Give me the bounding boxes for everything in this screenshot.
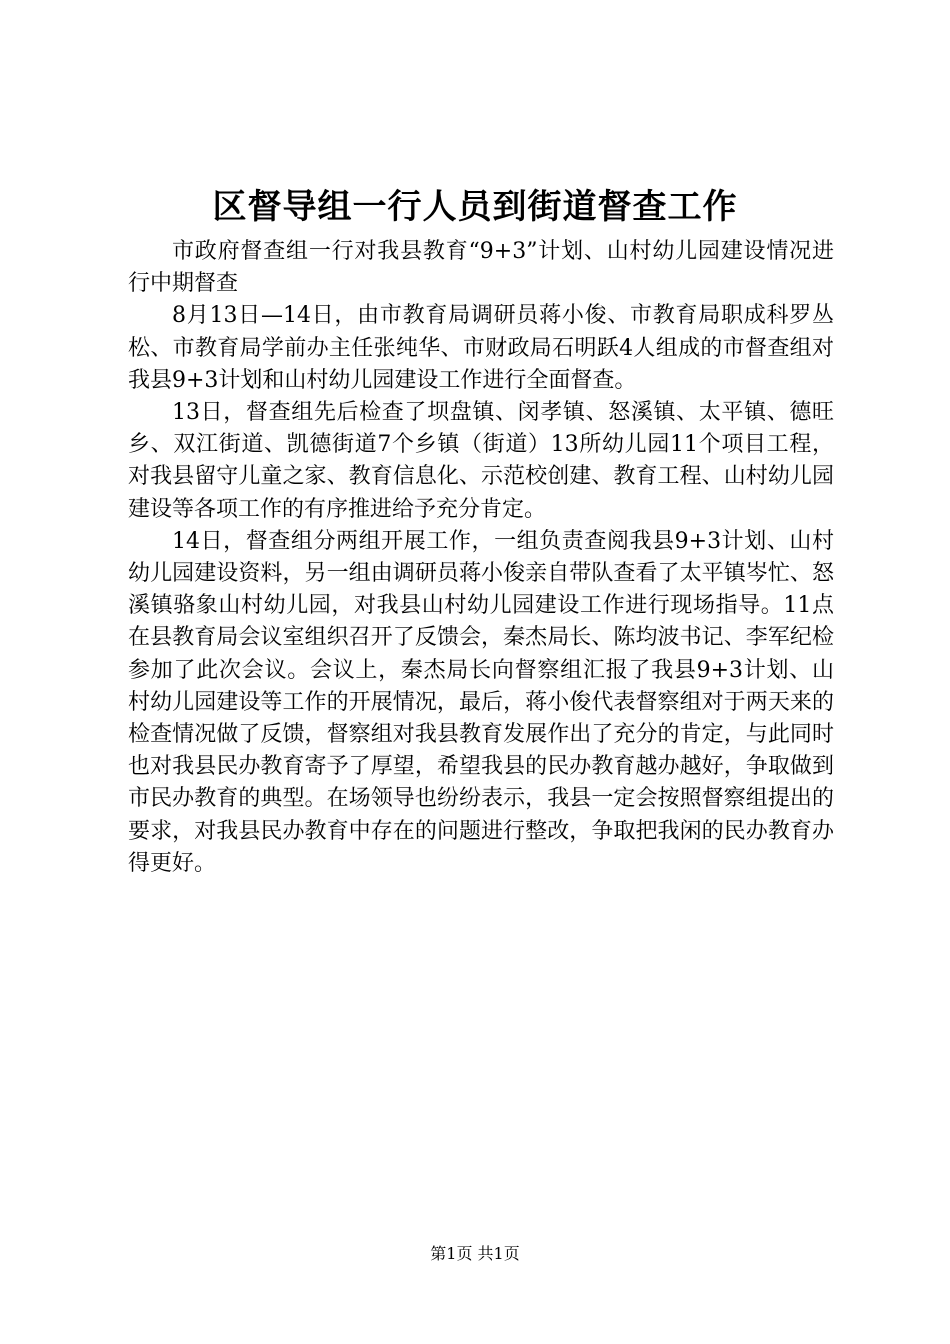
document-body (128, 236, 834, 880)
paragraph-day-14: 14日，督查组分两组开展工作，一组负责查阅我县9+3计划、山村幼儿园建设资料，另一组由调研员蒋小俊亲自带队查看了太平镇岑忙、怒溪镇骆象山村幼儿园，对我县山村幼儿园建设工作进行现场指导。11点在县教育局会议室组织召开了反馈会，秦杰局长、陈均波书记、李军纪检参加了此次会议。会议上，秦杰局长向督察组汇报了我县9+3计划、山村幼儿园建设等工作的开展情况，最后，蒋小俊代表督察组对于两天来的检查情况做了反馈，督察组对我县教育发展作出了充分的肯定，与此同时也对我县民办教育寄予了厚望，希望我县的民办教育越办越好，争取做到市民办教育的典型。在场领导也纷纷表示，我县一定会按照督察组提出的要求，对我县民办教育中存在的问题进行整改，争取把我闲的民办教育办得更好。 (128, 528, 834, 876)
paragraph-intro: 市政府督查组一行对我县教育“9+3”计划、山村幼儿园建设情况进行中期督查 (128, 239, 834, 297)
page-footer: 第1页 共1页 (430, 1244, 520, 1263)
document-title: 区督导组一行人员到街道督查工作 (212, 187, 738, 227)
paragraph-august-13-14: 8月13日—14日，由市教育局调研员蒋小俊、市教育局职成科罗丛松、市教育局学前办主任张纯华、市财政局石明跃4人组成的市督查组对我县9+3计划和山村幼儿园建设工作进行全面督查。 (128, 303, 834, 393)
paragraph-day-13: 13日，督查组先后检查了坝盘镇、闵孝镇、怒溪镇、太平镇、德旺乡、双江街道、凯德街道7个乡镇（街道）13所幼儿园11个项目工程，对我县留守儿童之家、教育信息化、示范校创建、教育工程、山村幼儿园建设等各项工作的有序推进给予充分肯定。 (128, 400, 834, 522)
